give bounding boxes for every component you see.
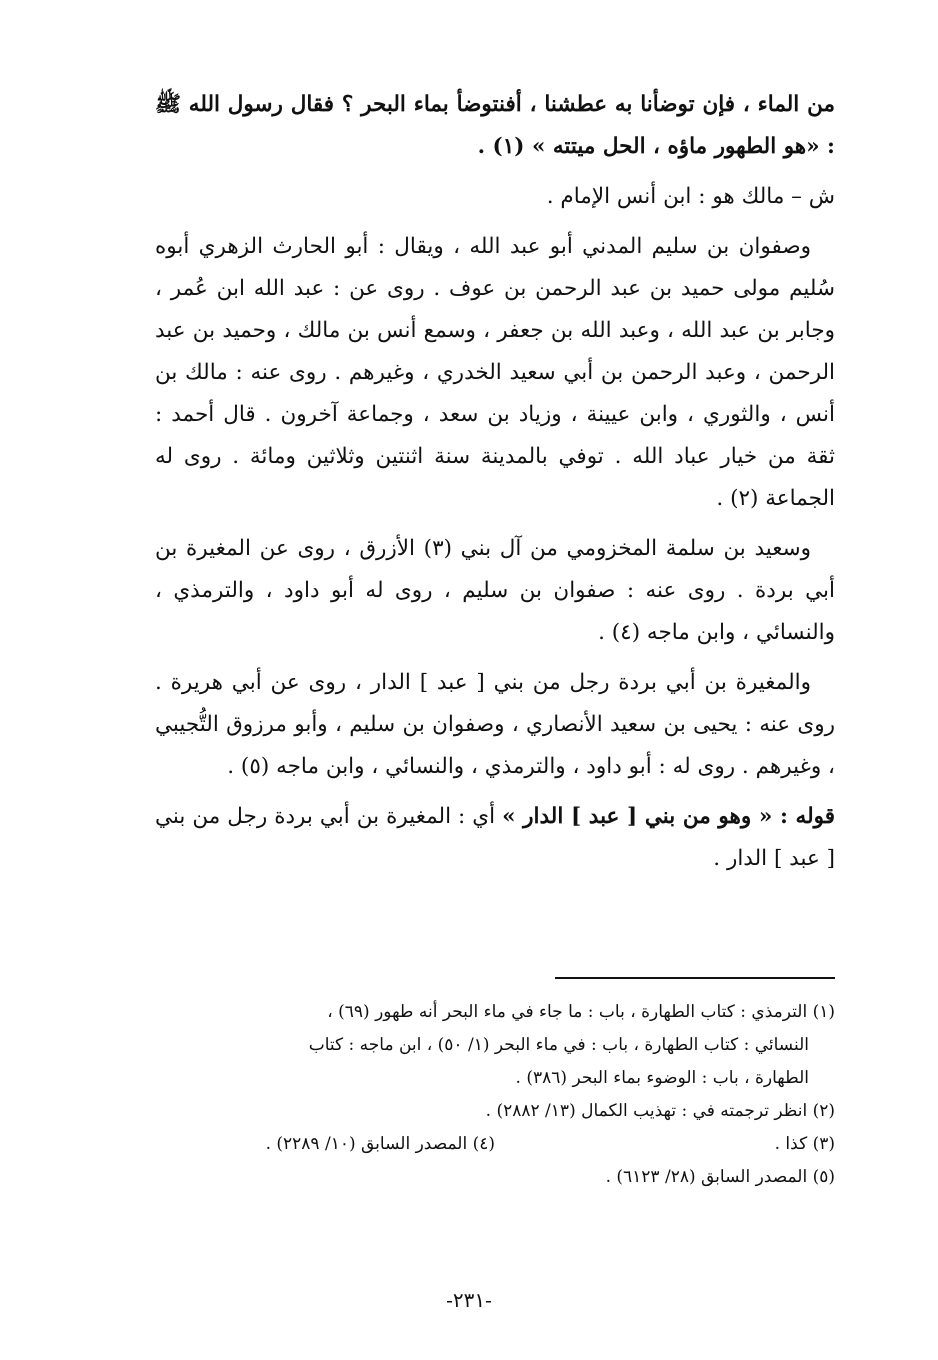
page-number: -٢٣١- (446, 1288, 492, 1312)
footnote-1-line-1: (١) الترمذي : كتاب الطهارة ، باب : ما جاء في ماء البحر أنه طهور (٦٩) ، (327, 1002, 835, 1022)
narrator-mughira-paragraph: والمغيرة بن أبي بردة رجل من بني [ عبد ] الدار ، روى عن أبي هريرة . روى عنه : يحيى بن سعيد الأنصاري ، وصفوان بن سليم ، وأبو مرزوق التُّجيبي ، وغيرهم . روى له : أبو داود ، والترمذي ، والنسائي ، وابن ماجه (٥) . (155, 670, 835, 779)
footnote-5: (٥) المصدر السابق (٢٨/ ٦١٢٣) . (605, 1167, 835, 1187)
quote-lead: قوله : « وهو من بني [ عبد ] الدار » (502, 804, 836, 829)
footnote-1-line-2: النسائي : كتاب الطهارة ، باب : في ماء البحر (١/ ٥٠) ، ابن ماجه : كتاب (308, 1035, 809, 1055)
footnote-1-line-3: الطهارة ، باب : الوضوء بماء البحر (٣٨٦) . (515, 1068, 809, 1088)
quote-explanation: أي : المغيرة بن أبي بردة رجل من بني [ عبد ] الدار . (155, 804, 835, 871)
quote-explanation-paragraph (155, 796, 835, 880)
footnote-2: (٢) انظر ترجمته في : تهذيب الكمال (١٣/ ٢٨٨٢) . (485, 1101, 835, 1121)
hadith-paragraph: من الماء ، فإن توضأنا به عطشنا ، أفنتوضأ بماء البحر ؟ فقال رسول الله ﷺ : «هو الطهور ماؤه ، الحل ميتته » (١) . (155, 92, 835, 159)
footnote-4: (٤) المصدر السابق (١٠/ ٢٢٨٩) . (265, 1134, 495, 1154)
commentary-intro: ش – مالك هو : ابن أنس الإمام . (546, 184, 835, 209)
footnote-divider (555, 977, 835, 979)
main-text (155, 84, 835, 888)
footnote-3-4-row (155, 1128, 835, 1161)
footnote-3: (٣) كذا . (774, 1134, 835, 1154)
narrator-safwan-paragraph: وصفوان بن سليم المدني أبو عبد الله ، ويقال : أبو الحارث الزهري أبوه سُليم مولى حميد بن عبد الرحمن بن عوف . روى عن : عبد الله ابن عُمر ، وجابر بن عبد الله ، وعبد الله بن جعفر ، وسمع أنس بن مالك ، وحميد بن عبد الرحمن ، وعبد الرحمن بن أبي سعيد الخدري ، وغيرهم . روى عنه : مالك بن أنس ، والثوري ، وابن عيينة ، وزياد بن سعد ، وجماعة آخرون . قال أحمد : ثقة من خيار عباد الله . توفي بالمدينة سنة اثنتين وثلاثين ومائة . روى له الجماعة (٢) . (155, 234, 835, 511)
footnotes (155, 996, 835, 1194)
narrator-said-paragraph: وسعيد بن سلمة المخزومي من آل بني (٣) الأزرق ، روى عن المغيرة بن أبي بردة . روى عنه : صفوان بن سليم ، روى له أبو داود ، والترمذي ، والنسائي ، وابن ماجه (٤) . (155, 536, 835, 645)
